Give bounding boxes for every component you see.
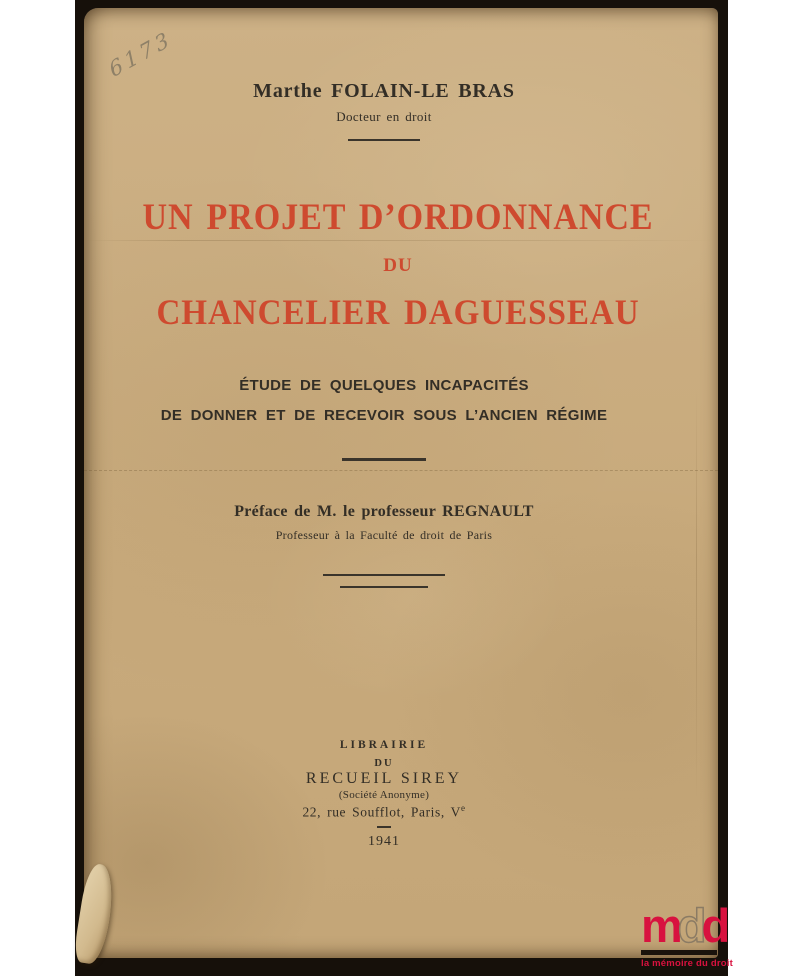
publisher-address-main: 22, rue Soufflot, Paris, V [302, 804, 461, 820]
double-rule-bottom [340, 586, 428, 588]
author-name: Marthe FOLAIN-LE BRAS [253, 80, 515, 102]
typeset-block [84, 8, 684, 958]
publisher-company-type: (Société Anonyme) [338, 789, 430, 801]
mdd-watermark-logo [641, 899, 733, 969]
subtitle-line-2: DE DONNER ET DE RECEVOIR SOUS L’ANCIEN RÉGIME [160, 407, 608, 424]
publisher-line-librairie: LIBRAIRIE [339, 739, 429, 751]
scanned-book-cover [75, 0, 733, 976]
book-title-line-1: UN PROJET D’ORDONNANCE [142, 197, 654, 238]
book-title-line-2: DU [383, 255, 413, 276]
mdd-letter-d-filled: d [701, 899, 726, 952]
mdd-tagline: la mémoire du droit [641, 958, 733, 969]
author-credential: Docteur en droit [336, 109, 432, 124]
book-cover [84, 8, 718, 958]
preface-credit: Préface de M. le professeur REGNAULT [234, 503, 534, 520]
double-rule-top [323, 574, 445, 576]
publication-year: 1941 [368, 834, 400, 849]
mdd-logo-letters [641, 899, 733, 952]
vertical-crease [696, 388, 697, 808]
publisher-name: RECUEIL SIREY [305, 770, 463, 787]
publisher-address-superscript: e [460, 803, 466, 813]
subtitle-line-1: ÉTUDE DE QUELQUES INCAPACITÉS [239, 377, 529, 394]
book-title-line-3: CHANCELIER DAGUESSEAU [156, 292, 640, 332]
preface-credit-detail: Professeur à la Faculté de droit de Paris [275, 528, 493, 542]
separator-dash-year [377, 826, 391, 828]
handwritten-inventory-number: 6173 [105, 26, 176, 82]
mdd-letter-m: m [641, 899, 678, 952]
publisher-line-du: DU [374, 758, 394, 769]
publisher-address [84, 803, 684, 821]
separator-rule-author [348, 139, 420, 141]
separator-rule-subtitle [342, 458, 426, 461]
mdd-letter-d-outline: d [677, 899, 702, 952]
